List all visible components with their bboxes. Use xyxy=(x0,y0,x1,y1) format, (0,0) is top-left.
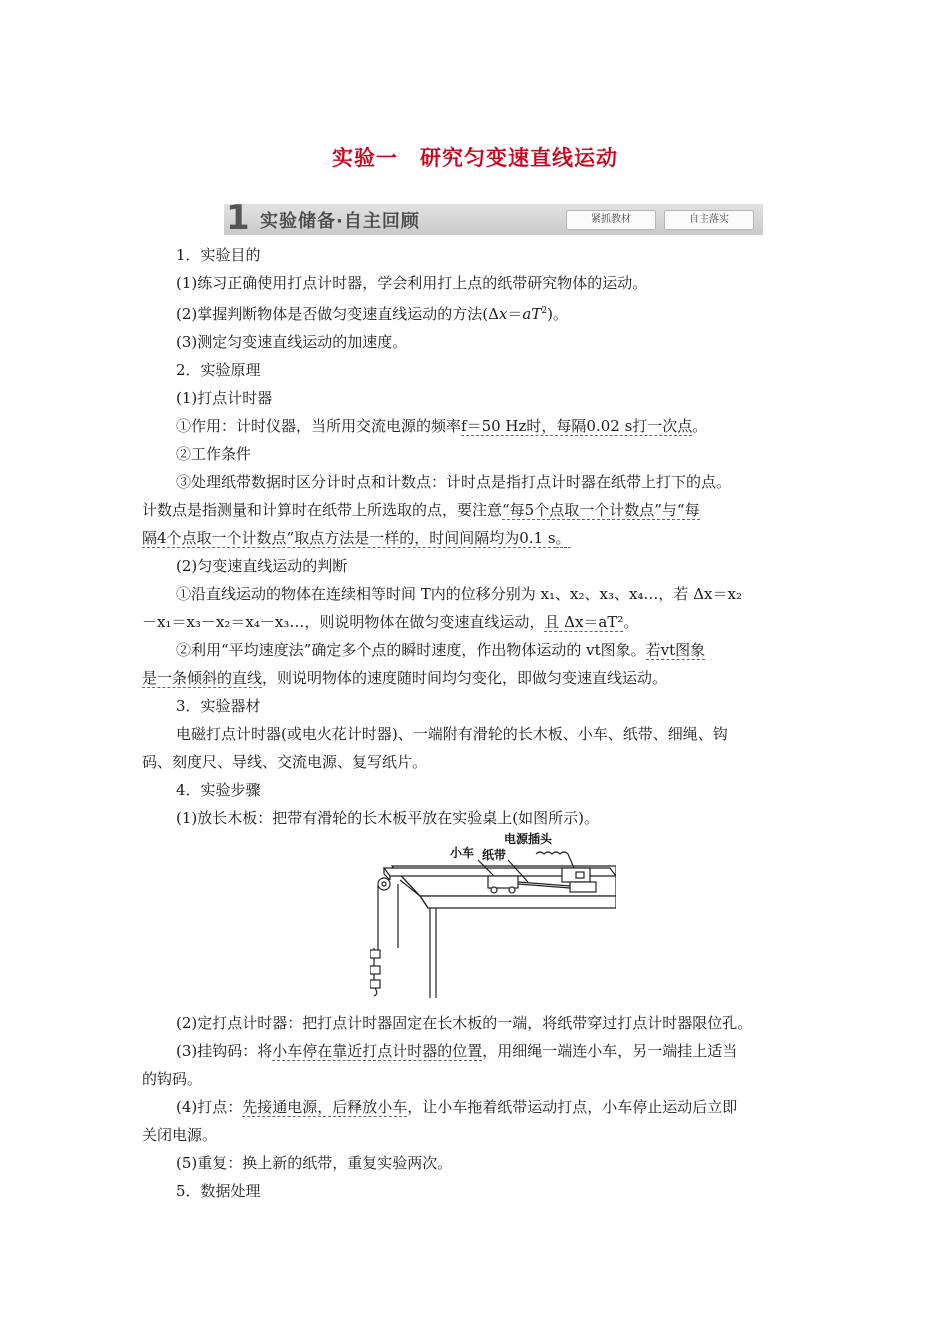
paragraph: 关闭电源。 xyxy=(142,1126,218,1144)
section-2-heading: 2．实验原理 xyxy=(176,361,261,379)
paragraph: (4)打点：先接通电源，后释放小车，让小车拖着纸带运动打点，小车停止运动后立即 xyxy=(176,1098,738,1116)
apparatus-figure xyxy=(370,828,616,1006)
section-5-heading: 5．数据处理 xyxy=(176,1182,261,1200)
paragraph: ①作用：计时仪器，当所用交流电源的频率f＝50 Hz时，每隔0.02 s打一次点。 xyxy=(176,417,708,435)
main-content xyxy=(142,241,822,832)
paragraph: 计数点是指测量和计算时在纸带上所选取的点，要注意“每5个点取一个计数点”与“每 xyxy=(142,501,700,519)
label-power-plug: 电源插头 xyxy=(504,832,553,846)
subheading: (1)打点计时器 xyxy=(176,389,273,407)
paragraph: (1)放长木板：把带有滑轮的长木板平放在实验桌上(如图所示)。 xyxy=(176,809,599,827)
paragraph: 隔4个点取一个计数点”取点方法是一样的，时间间隔均为0.1 s。 xyxy=(142,529,571,547)
paragraph: ③处理纸带数据时区分计时点和计数点：计时点是指打点计时器在纸带上打下的点。 xyxy=(176,473,732,491)
paragraph: ②工作条件 xyxy=(176,445,252,463)
paragraph: (3)测定匀变速直线运动的加速度。 xyxy=(176,333,408,351)
paragraph: －x₁＝x₃－x₂＝x₄－x₃…，则说明物体在做匀变速直线运动，且 Δx＝aT²。 xyxy=(142,613,639,631)
label-cart: 小车 xyxy=(450,846,475,860)
section-banner xyxy=(224,198,763,238)
paragraph: 是一条倾斜的直线，则说明物体的速度随时间均匀变化，即做匀变速直线运动。 xyxy=(142,669,668,687)
paragraph: (5)重复：换上新的纸带，重复实验两次。 xyxy=(176,1154,453,1172)
paragraph: (1)练习正确使用打点计时器，学会利用打上点的纸带研究物体的运动。 xyxy=(176,274,648,292)
paragraph: (3)挂钩码：将小车停在靠近打点计时器的位置，用细绳一端连小车，另一端挂上适当 xyxy=(176,1042,738,1060)
paragraph: (2)定打点计时器：把打点计时器固定在长木板的一端，将纸带穿过打点计时器限位孔。 xyxy=(176,1014,753,1032)
paragraph: 电磁打点计时器(或电火花计时器)、一端附有滑轮的长木板、小车、纸带、细绳、钩 xyxy=(176,725,728,743)
section-4-heading: 4．实验步骤 xyxy=(176,781,261,799)
page-title: 实验一 研究匀变速直线运动 xyxy=(332,146,618,170)
paragraph: ②利用“平均速度法”确定多个点的瞬时速度，作出物体运动的 vt图象。若vt图象 xyxy=(176,641,706,659)
pill-self-study: 自主落实 xyxy=(664,210,754,230)
label-tape: 纸带 xyxy=(482,848,507,862)
banner-heading: 实验储备·自主回顾 xyxy=(260,211,420,232)
paragraph: 的钩码。 xyxy=(142,1070,203,1088)
subheading: (2)匀变速直线运动的判断 xyxy=(176,557,348,575)
paragraph: (2)掌握判断物体是否做匀变速直线运动的方法$(\Delta x=aT^2)$。 xyxy=(176,305,568,323)
section-3-heading: 3．实验器材 xyxy=(176,697,261,715)
paragraph: ①沿直线运动的物体在连续相等时间 T内的位移分别为 x₁、x₂、x₃、x₄…，若 Δx＝x₂ xyxy=(176,585,742,603)
section-1-heading: 1．实验目的 xyxy=(176,246,261,264)
banner-number: 1 xyxy=(226,198,250,238)
paragraph: 码、刻度尺、导线、交流电源、复写纸片。 xyxy=(142,753,428,771)
steps-content xyxy=(142,1009,822,1205)
pill-textbook: 紧抓教材 xyxy=(566,210,656,230)
